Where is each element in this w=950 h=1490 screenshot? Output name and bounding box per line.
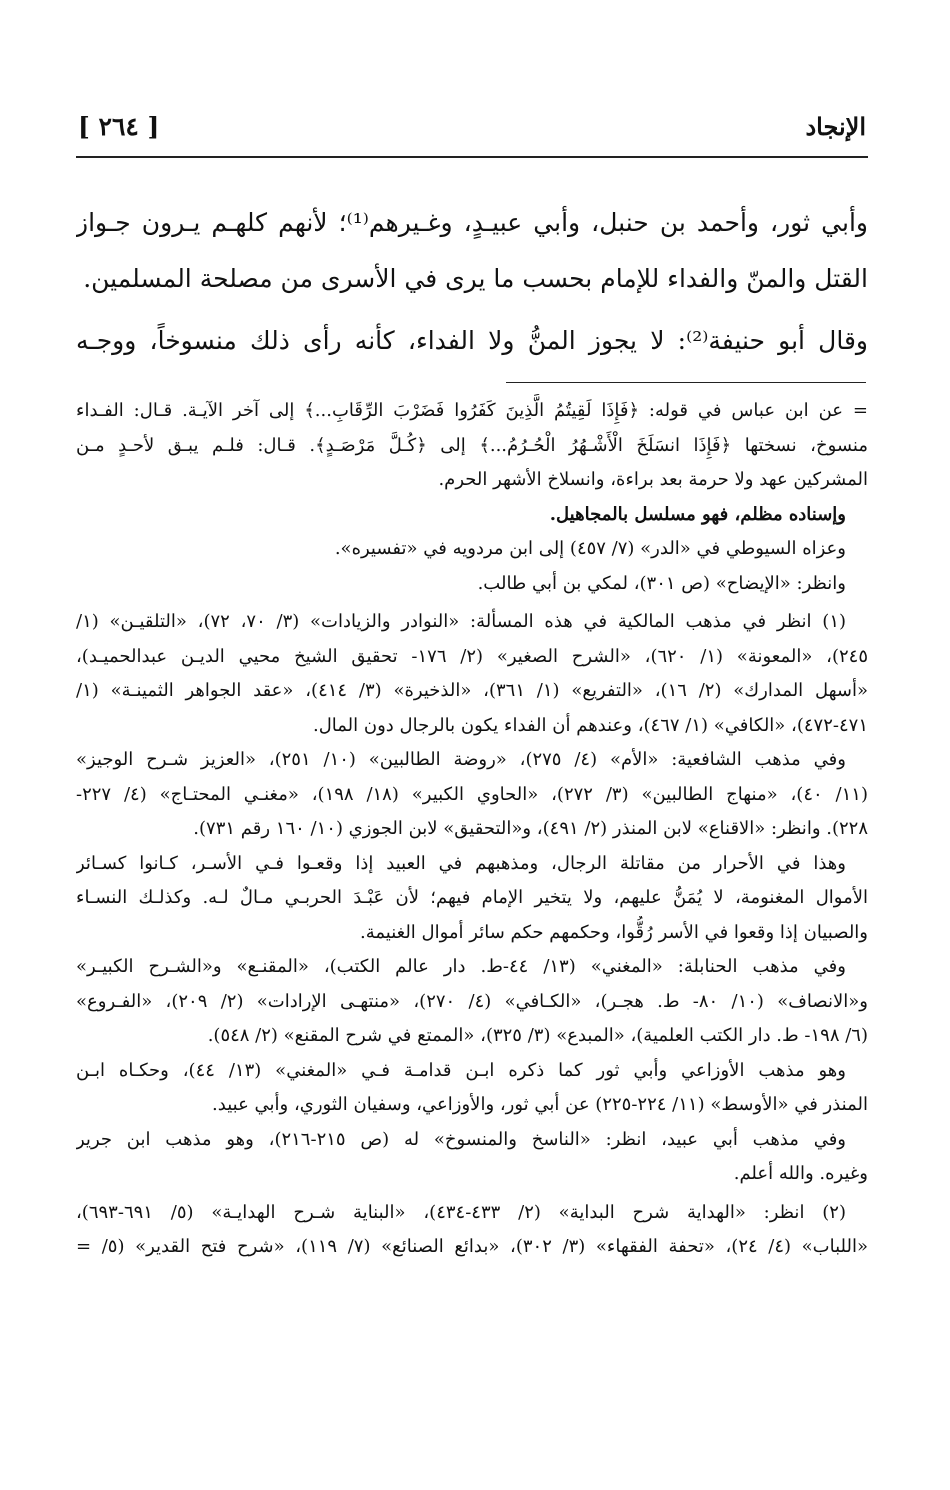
page-number: [ ٢٦٤ ] (78, 112, 160, 141)
main-text (76, 195, 868, 369)
footnote-line: وهو مذهب الأوزاعي وأبي ثور كما ذكره ابـن قدامـة فـي «المغني» (١٣/ ٤٤)، وحكـاه ابـن (76, 1059, 846, 1081)
footnotes (76, 394, 868, 1265)
footnote-line: «اللباب» (٤/ ٢٤)، «تحفة الفقهاء» (٣/ ٣٠٢)، «بدائع الصنائع» (٧/ ١١٩)، «شرح فتح القدير» (٥/ = (76, 1236, 868, 1257)
footnote-line: المنذر في «الأوسط» (١١/ ٢٢٤-٢٢٥) عن أبي ثور، والأوزاعي، وسفيان الثوري، وأبي عبيد. (212, 1094, 868, 1115)
main-text-line: القتل والمنّ والفداء للإمام بحسب ما يرى في الأسرى من مصلحة المسلمين. (83, 264, 868, 293)
footnote-line: وفي مذهب أبي عبيد، انظر: «الناسخ والمنسوخ» له (ص ٢١٥-٢١٦)، وهو مذهب ابن جرير (76, 1128, 846, 1150)
footnote-line: الأموال المغنومة، لا يُمَنُّ عليهم، ولا يتخير الإمام فيهم؛ لأن عَبْـدَ الحربـي مـالٌ لـه. وكذلـك النسـاء (76, 887, 868, 908)
footnote-line: ٢٢٨). وانظر: «الاقناع» لابن المنذر (٢/ ٤٩١)، و«التحقيق» لابن الجوزي (١٠/ ١٦٠ رقم ٧٣١). (193, 818, 868, 839)
footnote-line: وانظر: «الإيضاح» (ص ٣٠١)، لمكي بن أبي طالب. (477, 572, 846, 594)
main-text-line: وأبي ثور، وأحمد بن حنبل، وأبي عبيـدٍ، وغـيرهم⁽¹⁾؛ لأنهم كلهـم يـرون جـواز (76, 208, 868, 237)
footnote-line: ٤٧١-٤٧٢)، «الكافي» (١/ ٤٦٧)، وعندهم أن الفداء يكون بالرجال دون المال. (312, 714, 868, 736)
footnote-line: و«الانصاف» (١٠/ ٨٠- ط. هجـر)، «الكـافي» (٤/ ٢٧٠)، «منتهـى الإرادات» (٢/ ٢٠٩)، «الفـروع» (76, 990, 868, 1012)
footnote-line: وهذا في الأحرار من مقاتلة الرجال، ومذهبهم في العبيد إذا وقعـوا فـي الأسـر، كـانوا كسـائر (76, 852, 846, 874)
footnote-line: وغيره. والله أعلم. (733, 1163, 868, 1184)
footnote-line: وعزاه السيوطي في «الدر» (٧/ ٤٥٧) إلى ابن مردويه في «تفسيره». (334, 538, 846, 559)
footnote-line: وإسناده مظلم، فهو مسلسل بالمجاهيل. (549, 503, 846, 525)
footnote-line: وفي مذهب الحنابلة: «المغني» (١٣/ ٤٤-ط. دار عالم الكتب)، «المقنـع» و«الشـرح الكبيـر» (76, 956, 846, 977)
footnote-line: (٦/ ١٩٨- ط. دار الكتب العلمية)، «المبدع» (٣/ ٣٢٥)، «الممتع في شرح المقنع» (٢/ ٥٤٨). (207, 1025, 868, 1046)
footnote-line: المشركين عهد ولا حرمة بعد براءة، وانسلاخ الأشهر الحرم. (438, 469, 868, 490)
main-text-line: وقال أبو حنيفة⁽²⁾: لا يجوز المنُّ ولا الفداء، كأنه رأى ذلك منسوخاً، ووجـه (76, 326, 868, 355)
footnote-line: (١) انظر في مذهب المالكية في هذه المسألة: «النوادر والزيادات» (٣/ ٧٠، ٧٢)، «التلقيـن» (١/ (76, 611, 847, 632)
footnote-line: ٢٤٥)، «المعونة» (١/ ٦٢٠)، «الشرح الصغير» (٢/ ١٧٦- تحقيق الشيخ محيي الديـن عبدالحميـد)، (76, 645, 868, 667)
header-divider (76, 156, 868, 158)
footnote-line: «أسهل المدارك» (٢/ ١٦)، «التفريع» (١/ ٣٦١)، «الذخيرة» (٣/ ٤١٤)، «عقد الجواهر الثمينـة» (١/ (76, 680, 868, 701)
footnote-line: وفي مذهب الشافعية: «الأم» (٤/ ٢٧٥)، «روضة الطالبين» (١٠/ ٢٥١)، «العزيز شـرح الوجيز» (76, 749, 846, 770)
footnote-line: (٢) انظر: «الهداية شرح البداية» (٢/ ٤٣٣-٤٣٤)، «البناية شـرح الهدايـة» (٥/ ٦٩١-٦٩٣)، (76, 1201, 846, 1223)
page-header (78, 112, 866, 158)
footnote-line: والصبيان إذا وقعوا في الأسر رُقُّوا، وحكمهم حكم سائر أموال الغنيمة. (360, 921, 868, 943)
footnote-line: = عن ابن عباس في قوله: ﴿فَإِذَا لَقِيتُمُ الَّذِينَ كَفَرُوا فَضَرْبَ الرِّقَابِ...﴾ إلى آخر الآيـة. قـال: الفـداء (76, 400, 868, 421)
footnote-line: (١١/ ٤٠)، «منهاج الطالبين» (٣/ ٢٧٢)، «الحاوي الكبير» (١٨/ ١٩٨)، «مغنـي المحتـاج» (٤/ ٢٢٧- (76, 783, 868, 805)
book-title: الإنجاد (805, 112, 866, 141)
footnote-line: منسوخ، نسختها ﴿فَإِذَا انسَلَخَ الْأَشْـهُرُ الْحُـرُمُ...﴾ إلى ﴿كُـلَّ مَرْصَـدٍ﴾. قـال: فلـم يبـق لأحـدٍ مـن (76, 434, 868, 456)
footnote-divider (506, 382, 866, 383)
